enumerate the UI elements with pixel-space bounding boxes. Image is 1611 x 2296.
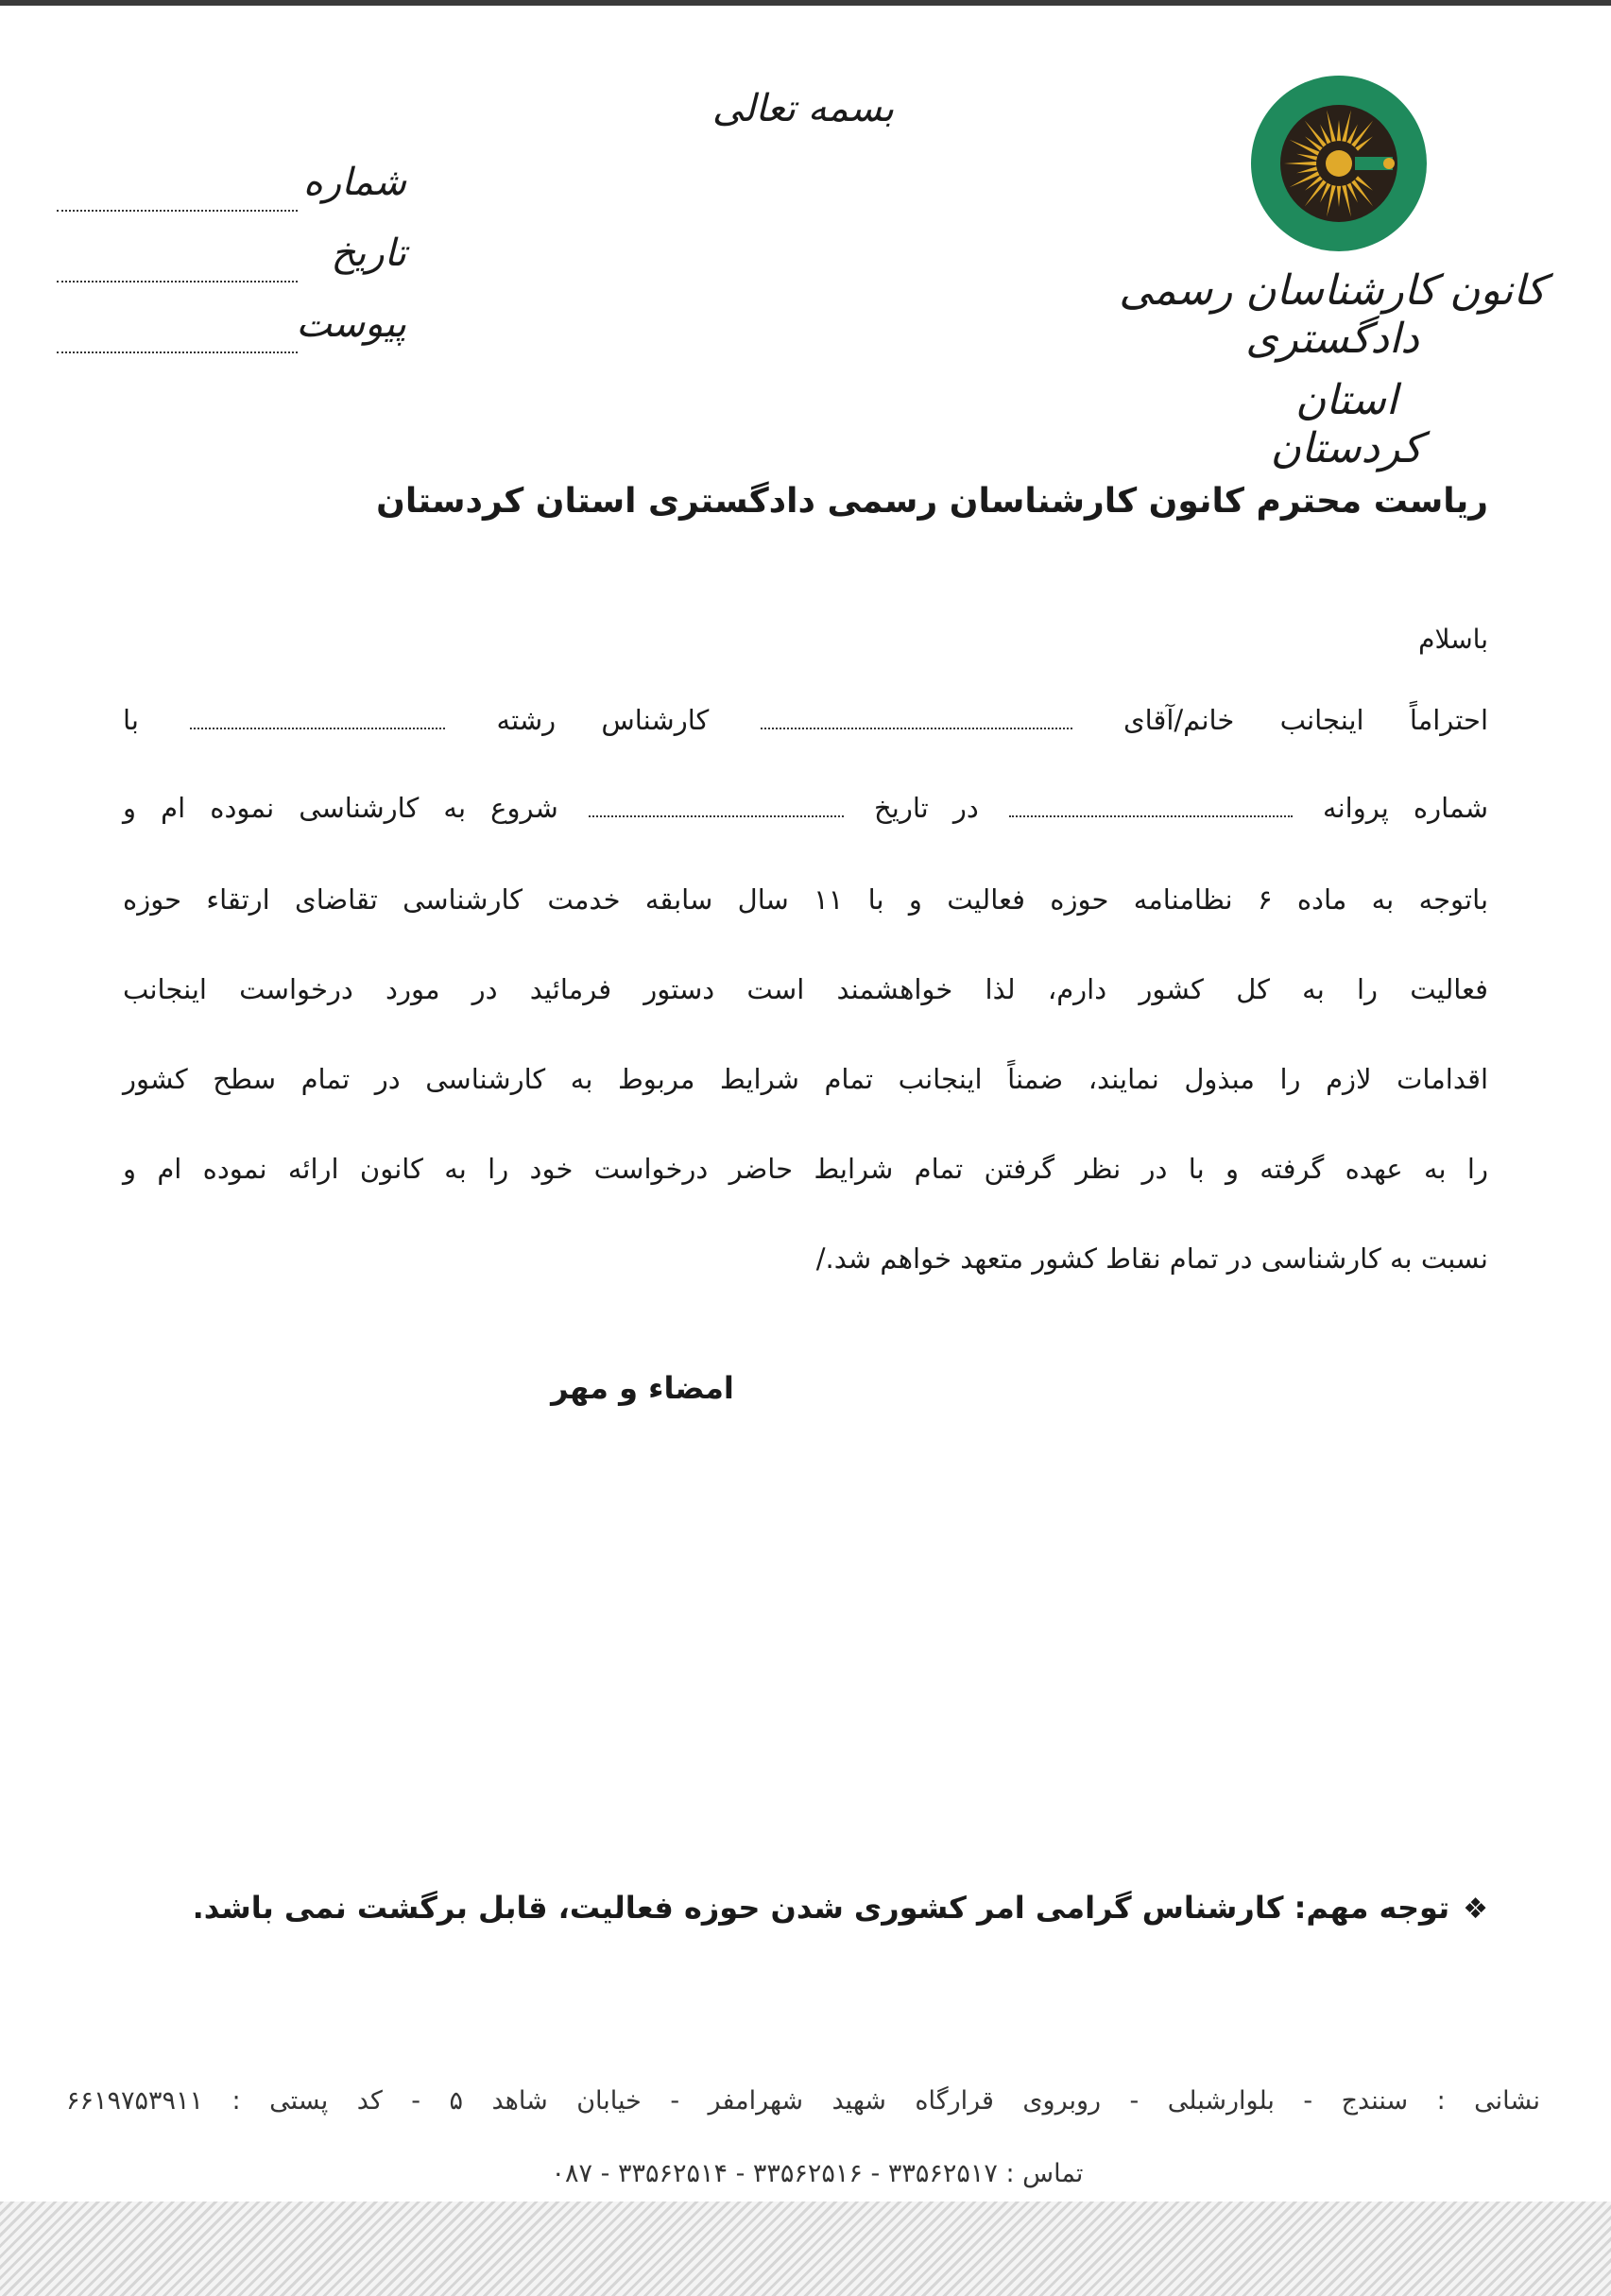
greeting: باسلام [1418,624,1488,655]
footer-address: نشانی : سنندج - بلوارشبلی - روبروی قرارگاه شهید شهرامفر - خیابان شاهد ۵ - کد پستی : ۶۶۱۹۷۵۳۹۱۱ [66,2086,1541,2116]
license-number-label: شماره پروانه [1323,792,1489,824]
attachment-label: پیوست [296,302,406,346]
number-dotted-line [57,210,298,212]
line1-field-label: کارشناس رشته [496,704,710,736]
letter-line-6: را به عهده گرفته و با در نظر گرفتن تمام شرایط حاضر درخواست خود را به کانون ارائه نموده ام و [123,1153,1488,1185]
letter-line-1 [123,704,1488,736]
letter-line-5: اقدامات لازم را مبذول نمایند، ضمناً اینجانب تمام شرایط مربوط به کارشناسی در تمام سطح کشور [123,1063,1488,1095]
bullet-icon: ❖ [1463,1893,1488,1926]
recipient-heading: ریاست محترم کانون کارشناسان رسمی دادگستری استان کردستان [376,482,1488,521]
line1-undersigned: اینجانب [1279,704,1364,736]
letter-line-7: نسبت به کارشناسی در تمام نقاط کشور متعهد خواهم شد./ [815,1242,1488,1275]
organization-name: کانون کارشناسان رسمی دادگستری [1119,266,1546,363]
bottom-pattern-band [0,2202,1611,2296]
line2-ending: شروع به کارشناسی نموده ام و [123,792,558,824]
letter-line-4: فعالیت را به کل کشور دارم، لذا خواهشمند است دستور فرمائید در مورد درخواست اینجانب [123,973,1488,1005]
line1-with: با [123,704,139,736]
name-blank [761,720,1072,729]
date-field [47,231,406,298]
line1-respectfully: احتراماً [1409,704,1489,736]
date-prefix: در تاریخ [874,792,979,824]
important-note [193,1890,1488,1926]
number-field [47,161,406,227]
license-number-blank [1009,808,1293,817]
number-label: شماره [302,161,406,204]
field-blank [190,720,445,729]
date-dotted-line [57,281,298,283]
date-label: تاریخ [331,231,406,275]
line1-title: خانم/آقای [1123,704,1235,736]
letter-line-3: باتوجه به ماده ۶ نظامنامه حوزه فعالیت و با ۱۱ سال سابقه خدمت کارشناسی تقاضای ارتقاء حوزه [123,883,1489,916]
note-text: توجه مهم: کارشناس گرامی امر کشوری شدن حوزه فعالیت، قابل برگشت نمی باشد. [192,1890,1450,1926]
page-top-border [0,0,1611,6]
organization-province: استان کردستان [1270,376,1423,472]
footer-phone: تماس : ۳۳۵۶۲۵۱۷ - ۳۳۵۶۲۵۱۶ - ۳۳۵۶۲۵۱۴ - ۰۸۷ [551,2159,1084,2188]
attachment-field [47,302,406,368]
attachment-dotted-line [57,351,298,353]
organization-logo [1249,74,1429,253]
letter-line-2 [123,792,1488,824]
sun-emblem-icon [1249,74,1429,253]
signature-label: امضاء و مهر [551,1370,734,1406]
bismillah-heading: بسمه تعالی [711,87,895,130]
start-date-blank [589,808,844,817]
